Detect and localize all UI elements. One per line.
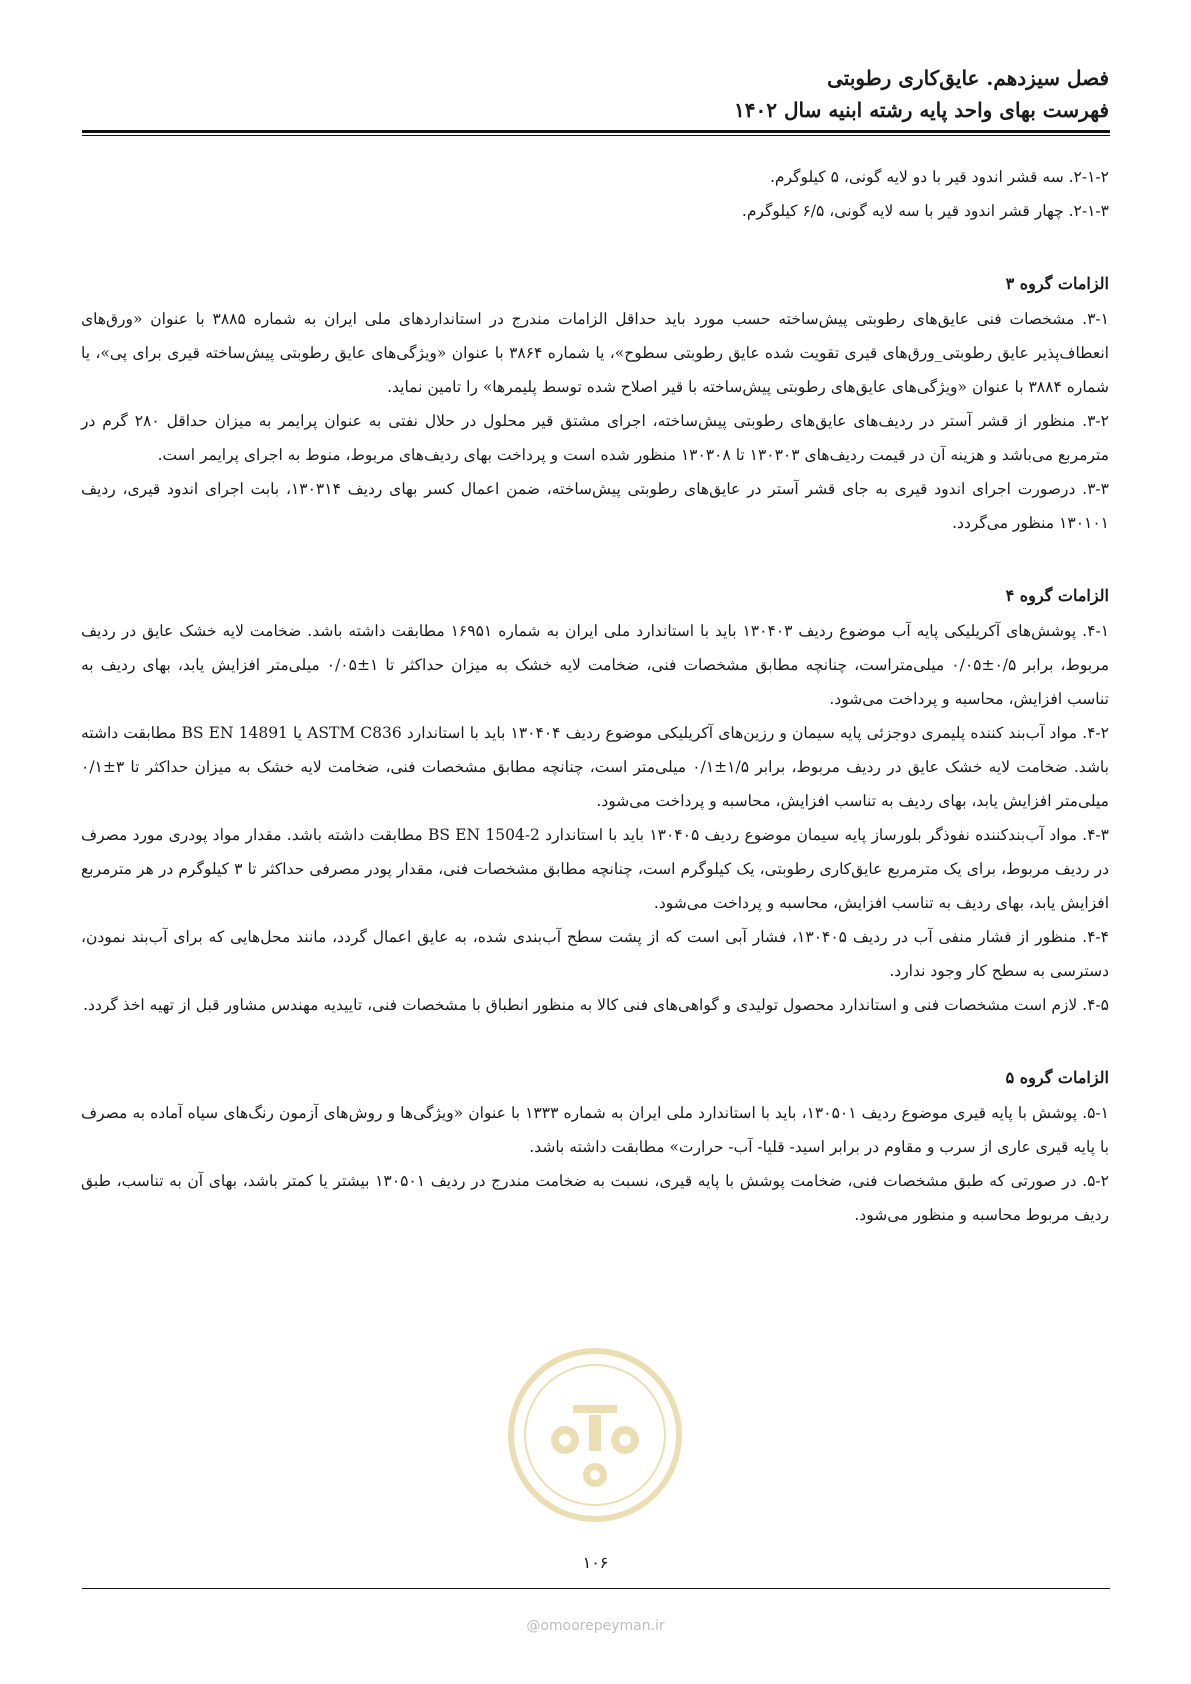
section-title-group-4: الزامات گروه ۴ [1005, 586, 1109, 605]
spacer [81, 1022, 1109, 1060]
watermark-text: @omoorepeyman.ir [526, 1618, 665, 1634]
page-header [81, 62, 1109, 126]
intro-item: ۲-۱-۳. چهار قشر اندود قیر با سه لایه گونی، ۶/۵ کیلوگرم. [741, 202, 1109, 220]
watermark-seal-icon [505, 1345, 685, 1525]
paragraph-3-2: ۳-۲. منظور از قشر آستر در ردیف‌های عایق‌های رطوبتی پیش‌ساخته، اجرای مشتق قیر محلول در حلال نفتی به عنوان پرایمر به میزان حداقل ۲۸۰ گرم در مترمربع می‌باشد و هزینه آن در قیمت ردیف‌های ۱۳۰۳۰۳ تا ۱۳۰۳۰۸ منظور شده است و پرداخت بهای ردیف‌های مربوط، منوط به اجرای پرایمر است. [81, 412, 1109, 464]
paragraph-4-3: ۴-۳. مواد آب‌بندکننده نفوذگر بلورساز پایه سیمان موضوع ردیف ۱۳۰۴۰۵ باید با استاندارد BS EN 1504-2 مطابقت داشته باشد. مقدار مواد پودری مورد مصرف در ردیف مربوط، برای یک مترمربع عایق‌کاری رطوبتی، یک کیلوگرم است، چنانچه مطابق مشخصات فنی، مقدار پودر مصرفی حداکثر تا ۳ کیلوگرم در هر مترمربع افزایش یابد، بهای ردیف به تناسب افزایش، محاسبه و پرداخت می‌شود. [81, 826, 1110, 912]
footer-rule [82, 1588, 1110, 1589]
paragraph-4-5: ۴-۵. لازم است مشخصات فنی و استاندارد محصول تولیدی و گواهی‌های فنی کالا به منظور انطباق با مشخصات فنی، تاییدیه مهندس مشاور قبل از تهیه اخذ گردد. [83, 996, 1109, 1014]
spacer [81, 540, 1109, 578]
page-content [81, 160, 1109, 1232]
paragraph-4-4: ۴-۴. منظور از فشار منفی آب در ردیف ۱۳۰۴۰۵، فشار آبی است که از پشت سطح آب‌بندی شده، به عایق اعمال گردد، مانند محل‌هایی که برای آب‌بند نمودن، دسترسی به سطح کار وجود ندارد. [81, 928, 1109, 980]
paragraph-5-2: ۵-۲. در صورتی که طبق مشخصات فنی، ضخامت پوشش با پایه قیری، نسبت به ضخامت مندرج در ردیف ۱۳۰۵۰۱ بیشتر یا کمتر باشد، بهای آن به تناسب، طبق ردیف مربوط محاسبه و منظور می‌شود. [81, 1172, 1109, 1224]
header-rule-thin [82, 135, 1110, 136]
paragraph-3-1: ۳-۱. مشخصات فنی عایق‌های رطوبتی پیش‌ساخته حسب مورد باید حداقل الزامات مندرج در استانداردهای ملی ایران به شماره ۳۸۸۵ با عنوان «ورق‌های انعطاف‌پذیر عایق رطوبتی_ورق‌های قیری تقویت شده عایق رطوبتی سطوح»، یا شماره ۳۸۶۴ با عنوان «ویژگی‌های عایق رطوبتی پیش‌ساخته قیری برای پی»، یا شماره ۳۸۸۴ با عنوان «ویژگی‌های عایق‌های رطوبتی پیش‌ساخته با قیر اصلاح شده توسط پلیمرها» را تامین نماید. [81, 310, 1109, 396]
page-number: ۱۰۶ [582, 1553, 609, 1572]
section-title-group-3: الزامات گروه ۳ [1005, 274, 1109, 293]
spacer [81, 228, 1109, 266]
paragraph-5-1: ۵-۱. پوشش با پایه قیری موضوع ردیف ۱۳۰۵۰۱، باید با استاندارد ملی ایران به شماره ۱۳۳۳ با عنوان «ویژگی‌ها و روش‌های آزمون رنگ‌های سیاه آماده به مصرف با پایه قیری عاری از سرب و مقاوم در برابر اسید- قلیا- آب- حرارت» مطابقت داشته باشد. [81, 1104, 1109, 1156]
header-rule-thick [82, 130, 1110, 133]
book-title: فهرست بهای واحد پایه رشته ابنیه سال ۱۴۰۲ [734, 98, 1109, 122]
section-title-group-5: الزامات گروه ۵ [1005, 1068, 1109, 1087]
paragraph-4-2: ۴-۲. مواد آب‌بند کننده پلیمری دوجزئی پایه سیمان و رزین‌های آکریلیکی موضوع ردیف ۱۳۰۴۰۴ باید با استاندارد ASTM C836 یا BS EN 14891 مطابقت داشته باشد. ضخامت لایه خشک عایق در ردیف مربوط، برابر ۱/۵±۰/۱ میلی‌متر است، چنانچه مطابق مشخصات فنی، ضخامت لایه خشک به میزان حداکثر تا ۳±۰/۱ میلی‌متر افزایش یابد، بهای ردیف به تناسب افزایش، محاسبه و پرداخت می‌شود. [81, 724, 1109, 810]
paragraph-4-1: ۴-۱. پوشش‌های آکریلیکی پایه آب موضوع ردیف ۱۳۰۴۰۳ باید با استاندارد ملی ایران به شماره ۱۶۹۵۱ مطابقت داشته باشد. ضخامت لایه خشک عایق در ردیف مربوط، برابر ۰/۵±۰/۰۵ میلی‌متراست، چنانچه مطابق مشخصات فنی، ضخامت لایه خشک به میزان حداکثر تا ۱±۰/۰۵ میلی‌متر افزایش یابد، بهای ردیف به تناسب افزایش، محاسبه و پرداخت می‌شود. [81, 622, 1110, 708]
paragraph-3-3: ۳-۳. درصورت اجرای اندود قیری به جای قشر آستر در عایق‌های رطوبتی پیش‌ساخته، ضمن اعمال کسر بهای ردیف ۱۳۰۳۱۴، بابت اجرای اندود قیری، ردیف ۱۳۰۱۰۱ منظور می‌گردد. [81, 480, 1109, 532]
intro-item: ۲-۱-۲. سه قشر اندود قیر با دو لایه گونی، ۵ کیلوگرم. [769, 168, 1109, 186]
chapter-title: فصل سیزدهم. عایق‌کاری رطوبتی [827, 66, 1109, 90]
